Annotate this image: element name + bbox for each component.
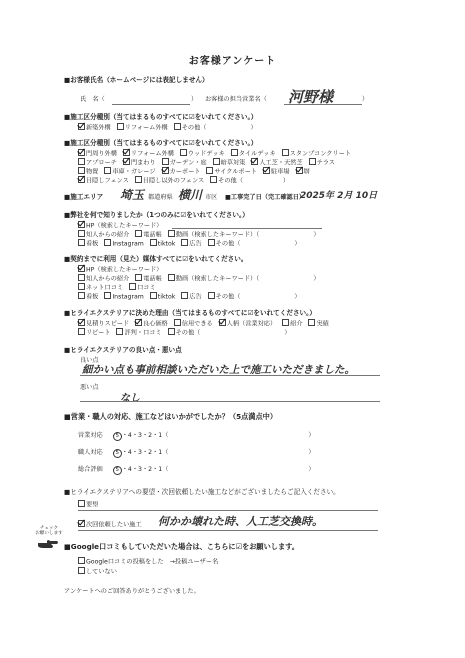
checkbox-icon — [78, 274, 85, 281]
option-new-build[interactable]: 新築外構 — [78, 123, 111, 133]
next-work-underline — [78, 530, 378, 531]
rating-craftsman: 職人対応 5 ・4・3・2・1（ ） — [78, 449, 315, 456]
checkbox-icon — [309, 158, 316, 165]
staff-underline — [284, 104, 362, 105]
checkbox-icon — [168, 328, 175, 335]
rating-overall: 総合評価 5 ・4・3・2・1（ ） — [78, 466, 315, 473]
rating-section-heading: ■営業・職人の対応、施工などはいかがでしたか？（5点満点中） — [64, 412, 278, 421]
checkbox-icon — [78, 239, 85, 246]
media-row-4: 看板 Instagram tiktok 広告 その他（ ） — [78, 292, 301, 302]
bad-point-text: なし — [120, 393, 140, 404]
option-word-of-mouth[interactable]: 口コミ — [129, 283, 156, 293]
checkbox-icon — [78, 230, 85, 237]
checkbox-icon — [78, 265, 85, 272]
option-reform[interactable]: リフォーム外構 — [117, 123, 168, 133]
option-google-not-posted[interactable]: していない — [78, 567, 117, 577]
type-section-heading: ■施工区分種別（当てはまるものすべてに☑をいれてください。） — [64, 113, 258, 121]
option-terrace[interactable]: テラス — [309, 158, 335, 168]
option-media-other[interactable]: その他（ — [208, 292, 241, 302]
referral-section-heading: ■弊社を何で知りましたか（1つのみに☑をいれてください。） — [64, 211, 249, 219]
option-video[interactable]: 動画（検索したキーワード）（ — [168, 230, 260, 240]
checkbox-icon — [210, 176, 217, 183]
area-prefecture: 埼玉 — [120, 188, 145, 202]
option-repeat[interactable]: リピート — [78, 328, 111, 338]
checkbox-icon — [78, 221, 85, 228]
area-label: ■施工エリア — [64, 193, 104, 201]
option-tiktok[interactable]: tiktok — [150, 239, 176, 249]
option-wood-deck[interactable]: ウッドデッキ — [180, 149, 225, 159]
next-work-row — [78, 520, 146, 530]
option-media-signboard[interactable]: 看板 — [78, 292, 98, 302]
option-personality[interactable]: 人柄（営業対応） — [219, 319, 277, 329]
option-media-hp[interactable]: HP（検索したキーワード） — [78, 265, 162, 275]
option-referral-other[interactable]: その他（ — [208, 239, 241, 249]
option-media-instagram[interactable]: Instagram — [104, 292, 143, 302]
checkbox-icon — [162, 167, 169, 174]
checkbox-icon — [78, 149, 85, 156]
option-media-ad[interactable]: 広告 — [181, 292, 201, 302]
option-media-video[interactable]: 動画（検索したキーワード）（ — [168, 274, 260, 284]
bad-point-label: 悪い点 — [80, 384, 99, 391]
work-row-4: 目隠しフェンス 目隠し以外のフェンス その他（ ） — [78, 176, 289, 186]
option-track-record[interactable]: 実績 — [308, 319, 328, 329]
referral-row-3: 看板 Instagram tiktok 広告 その他（ ） — [78, 239, 301, 249]
checkbox-icon — [78, 319, 85, 326]
prefecture-unit: 都道府県 — [148, 194, 173, 201]
work-section-heading: ■施工区分種別（当てはまるものすべてに☑をいれてください。） — [64, 139, 258, 147]
checkbox-icon — [251, 158, 258, 165]
request-section-heading: ■ヒライエクステリアへの要望・次回依頼したい施工などがございましたらご記入ください。 — [64, 488, 340, 496]
checkbox-icon — [78, 158, 85, 165]
option-gate-exterior[interactable]: 門周り外構 — [78, 149, 117, 159]
option-other[interactable]: その他（ — [174, 123, 207, 133]
checkbox-icon — [104, 239, 111, 246]
checkbox-icon — [231, 149, 238, 156]
option-introduction[interactable]: 紹介 — [282, 319, 302, 329]
checkbox-icon — [135, 230, 142, 237]
referral-keyword-line — [172, 228, 322, 229]
staff-value: 河野様 — [288, 88, 334, 106]
checkbox-icon — [104, 292, 111, 299]
reason-section-heading: ■ヒライエクステリアに決めた理由（当てはまるものすべてに☑をいれてください。） — [64, 309, 317, 317]
checkbox-icon — [282, 319, 289, 326]
checkbox-icon — [174, 123, 181, 130]
option-google-posted[interactable]: Google口コミの投稿をした →投稿ユーザー名 — [78, 557, 218, 567]
option-net-review[interactable]: ネット口コミ — [78, 283, 123, 293]
google-posted-row — [78, 557, 222, 567]
option-request[interactable]: 要望 — [78, 500, 98, 510]
request-underline — [78, 510, 378, 511]
area-city: 横川 — [178, 188, 203, 202]
option-approach[interactable]: アプローチ — [78, 158, 117, 168]
staff-close: ） — [362, 96, 369, 103]
rating-overall-score[interactable]: 5 — [113, 466, 122, 475]
option-estimate-speed[interactable]: 見積りスピード — [78, 319, 129, 329]
checkbox-icon — [308, 319, 315, 326]
option-reform-exterior[interactable]: リフォーム外構 — [123, 149, 174, 159]
option-next-work[interactable]: 次回依頼したい施工 — [78, 520, 142, 530]
option-work-other[interactable]: その他（ — [210, 176, 243, 186]
checkbox-icon — [219, 319, 226, 326]
google-not-posted-row — [78, 567, 121, 577]
checkbox-icon — [168, 230, 175, 237]
checkbox-icon — [104, 167, 111, 174]
option-parking[interactable]: 駐車場 — [263, 167, 290, 177]
option-reason-other[interactable]: その他（ — [168, 328, 201, 338]
name-section-heading: ■お客様氏名（ホームページには表記しません） — [64, 76, 209, 84]
checkbox-icon — [78, 520, 85, 527]
checkbox-icon — [180, 149, 187, 156]
checkbox-icon — [123, 158, 130, 165]
checkbox-icon — [282, 149, 289, 156]
checkbox-icon — [78, 557, 85, 564]
option-trustworthy[interactable]: 信用できる — [174, 319, 213, 329]
next-work-text: 何かか壊れた時、人工芝交換時。 — [158, 515, 323, 528]
referral-row-2: 知人からの紹介 電話帳 動画（検索したキーワード）（ ） — [78, 230, 320, 240]
media-section-heading: ■契約までに利用（見た）媒体すべてに☑をいれてください。 — [64, 255, 248, 263]
rating-sales: 営業対応 5 ・4・3・2・1（ ） — [78, 432, 315, 439]
bad-point-underline — [80, 401, 380, 402]
option-stamp-concrete[interactable]: スタンプコンクリート — [282, 149, 351, 159]
option-carport[interactable]: カーポート — [162, 167, 201, 177]
option-garden[interactable]: ガーデン・庭 — [162, 158, 207, 168]
name-close: ） — [191, 96, 198, 103]
checkbox-icon — [181, 239, 188, 246]
completion-date-label: ■工事完了日（完工確認日） — [225, 194, 306, 201]
option-acquaintance[interactable]: 知人からの紹介 — [78, 230, 129, 240]
checkbox-icon — [208, 292, 215, 299]
pointing-hand-icon — [37, 538, 61, 550]
option-other-fence[interactable]: 目隠し以外のフェンス — [135, 176, 204, 186]
option-signboard[interactable]: 看板 — [78, 239, 98, 249]
option-weed-control[interactable]: 暗草対策 — [213, 158, 246, 168]
checkbox-icon — [296, 167, 303, 174]
option-instagram[interactable]: Instagram — [104, 239, 143, 249]
checkbox-icon — [263, 167, 270, 174]
good-point-underline — [80, 375, 380, 376]
option-hp[interactable]: HP（検索したキーワード） — [78, 221, 162, 231]
option-ad[interactable]: 広告 — [181, 239, 201, 249]
checkbox-icon — [206, 167, 213, 174]
good-point-text: 細かい点も事前相談いただいた上で施工いただきました。 — [82, 364, 355, 376]
checkbox-icon — [78, 567, 85, 574]
checkbox-icon — [129, 283, 136, 290]
checkbox-icon — [78, 176, 85, 183]
checkbox-icon — [150, 239, 157, 246]
checkbox-icon — [181, 292, 188, 299]
option-media-acquaintance[interactable]: 知人からの紹介 — [78, 274, 129, 284]
good-point-label: 良い点 — [80, 357, 99, 364]
staff-label: お客様の担当営業名（ — [205, 96, 267, 103]
checkbox-icon — [208, 239, 215, 246]
checkbox-icon — [135, 319, 142, 326]
checkbox-icon — [78, 123, 85, 130]
option-fair-price[interactable]: 良心価格 — [135, 319, 168, 329]
option-tile-deck[interactable]: タイルデッキ — [231, 149, 276, 159]
rating-sales-score[interactable]: 5 — [113, 432, 122, 441]
checkbox-icon — [135, 176, 142, 183]
check-note: チェック お願いします — [35, 526, 63, 536]
google-section-heading: ■Google口コミもしていただいた場合は、こちらに☑をお願いします。 — [64, 542, 299, 551]
media-row-2: 知人からの紹介 電話帳 動画（検索したキーワード）（ ） — [78, 274, 320, 284]
name-underline — [112, 104, 190, 105]
page-title: お客様アンケート — [188, 56, 277, 67]
checkbox-icon — [78, 328, 85, 335]
option-gate-area[interactable]: 門まわり — [123, 158, 156, 168]
checkbox-icon — [174, 319, 181, 326]
thanks-message: アンケートへのご回答ありがとうございました。 — [64, 588, 200, 595]
request-row — [78, 500, 102, 510]
option-media-tiktok[interactable]: tiktok — [150, 292, 176, 302]
checkbox-icon — [150, 292, 157, 299]
type-options-row: 新築外構 リフォーム外構 その他（ ） — [78, 123, 257, 133]
option-privacy-fence[interactable]: 目隠しフェンス — [78, 176, 129, 186]
option-phonebook[interactable]: 電話帳 — [135, 230, 162, 240]
city-unit: 市区 — [205, 194, 218, 201]
option-garage[interactable]: 車庫・ガレージ — [104, 167, 155, 177]
checkbox-icon — [78, 292, 85, 299]
checkbox-icon — [78, 500, 85, 507]
rating-craftsman-score[interactable]: 5 — [113, 449, 122, 458]
checkbox-icon — [213, 158, 220, 165]
name-label: 氏 名（ — [80, 96, 105, 103]
checkbox-icon — [78, 283, 85, 290]
good-bad-section-heading: ■ヒライエクステリアの良い点・悪い点 — [64, 346, 182, 354]
checkbox-icon — [168, 274, 175, 281]
checkbox-icon — [135, 274, 142, 281]
completion-date: 2025年 2月 10日 — [300, 191, 378, 201]
option-cycle-port[interactable]: サイクルポート — [206, 167, 257, 177]
checkbox-icon — [117, 123, 124, 130]
option-reputation[interactable]: 評判・口コミ — [116, 328, 161, 338]
reason-row-2: リピート 評判・口コミ その他（ ） — [78, 328, 291, 338]
checkbox-icon — [116, 328, 123, 335]
option-wall[interactable]: 塀 — [296, 167, 310, 177]
option-media-phonebook[interactable]: 電話帳 — [135, 274, 162, 284]
option-artificial-turf[interactable]: 人工芝・天然芝 — [251, 158, 302, 168]
option-storage[interactable]: 物置 — [78, 167, 98, 177]
